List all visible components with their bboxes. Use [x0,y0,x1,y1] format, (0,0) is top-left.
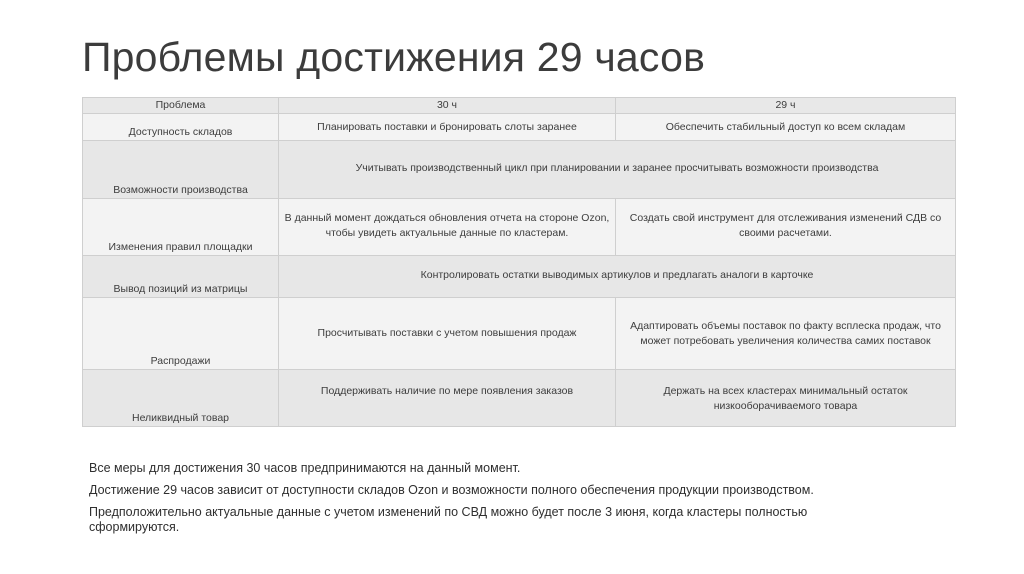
notes-block [89,461,889,542]
solution-merged-cell: Контролировать остатки выводимых артикулов и предлагать аналоги в карточке [279,256,956,298]
table-row [83,141,956,199]
solution-29h-cell: Держать на всех кластерах минимальный остаток низкооборачиваемого товара [616,370,956,427]
table-row [83,114,956,141]
note-paragraph: Достижение 29 часов зависит от доступности складов Ozon и возможности полного обеспечения продукции производством. [89,483,814,497]
header-problem: Проблема [83,98,279,114]
slide-title: Проблемы достижения 29 часов [82,34,706,80]
header-29h: 29 ч [616,98,956,114]
table-row [83,370,956,427]
problem-cell: Возможности производства [83,141,279,199]
note-paragraph: Все меры для достижения 30 часов предпринимаются на данный момент. [89,461,521,475]
solution-30h-cell: Планировать поставки и бронировать слоты заранее [279,114,616,141]
note-paragraph: Предположительно актуальные данные с учетом изменений по СВД можно будет после 3 июня, когда кластеры полностью сформируются. [89,505,808,534]
solution-30h-cell: Поддерживать наличие по мере появления заказов [279,370,616,427]
problems-table [82,97,956,427]
problem-cell: Изменения правил площадки [83,199,279,256]
table-row [83,298,956,370]
problem-cell: Распродажи [83,298,279,370]
table-row [83,256,956,298]
solution-merged-cell: Учитывать производственный цикл при планировании и заранее просчитывать возможности производства [279,141,956,199]
header-30h: 30 ч [279,98,616,114]
solution-29h-cell: Адаптировать объемы поставок по факту всплеска продаж, что может потребовать увеличения количества самих поставок [616,298,956,370]
solution-30h-cell: В данный момент дождаться обновления отчета на стороне Ozon, чтобы увидеть актуальные данные по кластерам. [279,199,616,256]
problem-cell: Неликвидный товар [83,370,279,427]
solution-29h-cell: Обеспечить стабильный доступ ко всем складам [616,114,956,141]
solution-30h-cell: Просчитывать поставки с учетом повышения продаж [279,298,616,370]
problem-cell: Доступность складов [83,114,279,141]
table-row [83,199,956,256]
table-header-row [83,98,956,114]
solution-29h-cell: Создать свой инструмент для отслеживания изменений СДВ со своими расчетами. [616,199,956,256]
problem-cell: Вывод позиций из матрицы [83,256,279,298]
